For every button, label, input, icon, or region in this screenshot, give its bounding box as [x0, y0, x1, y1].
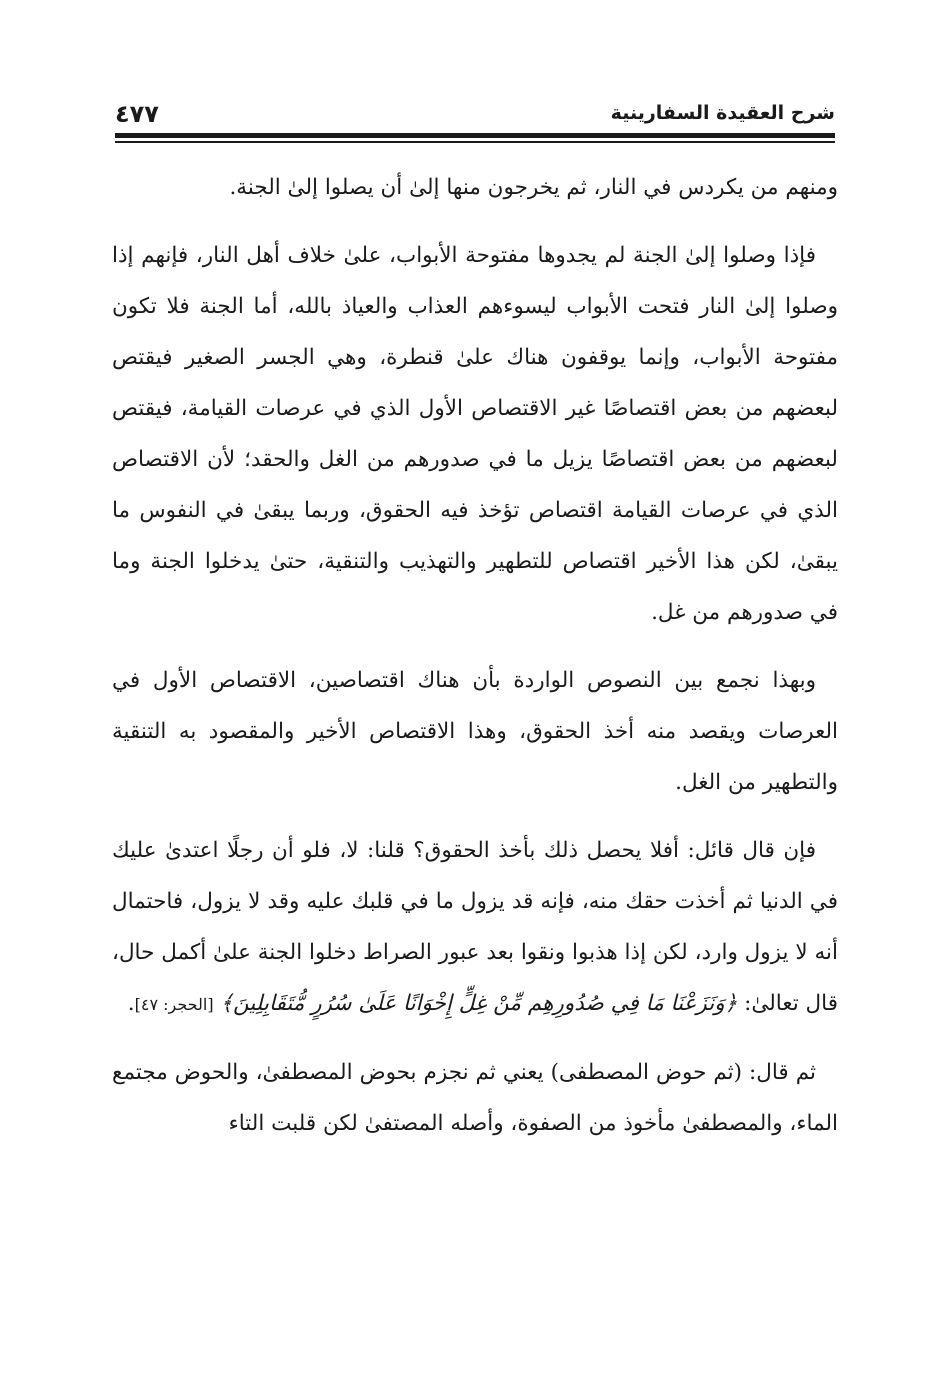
header-rule-thin — [115, 141, 835, 143]
verse-citation: [الحجر: ٤٧] — [134, 995, 214, 1014]
paragraph-1: ومنهم من يكردس في النار، ثم يخرجون منها إلىٰ أن يصلوا إلىٰ الجنة. — [229, 175, 838, 200]
book-title: شرح العقيدة السفارينية — [610, 102, 835, 124]
page-header — [115, 100, 835, 132]
header-rule-thick — [115, 133, 835, 138]
page-body — [112, 162, 838, 1166]
paragraph-5: ثم قال: (ثم حوض المصطفى) يعني ثم نجزم بحوض المصطفىٰ، والحوض مجتمع الماء، والمصطفىٰ مأخوذ من الصفوة، وأصله المصتفىٰ لكن قلبت التاء — [112, 1060, 838, 1136]
paragraph-3: وبهذا نجمع بين النصوص الواردة بأن هناك اقتصاصين، الاقتصاص الأول في العرصات ويقصد منه أخذ الحقوق، وهذا الاقتصاص الأخير والمقصود به التنقية والتطهير من الغل. — [112, 668, 838, 795]
quran-verse: ﴿وَنَزَعْنَا مَا فِي صُدُورِهِم مِّنْ غِلٍّ إِخْوَانًا عَلَىٰ سُرُرٍ مُّتَقَابِلِينَ﴾ — [220, 991, 738, 1016]
paragraph-2: فإذا وصلوا إلىٰ الجنة لم يجدوها مفتوحة الأبواب، علىٰ خلاف أهل النار، فإنهم إذا وصلوا إلىٰ النار فتحت الأبواب ليسوءهم العذاب والعياذ بالله، أما الجنة فلا تكون مفتوحة الأبواب، وإنما يوقفون هناك علىٰ قنطرة، وهي الجسر الصغير فيقتص لبعضهم من بعض اقتصاصًا غير الاقتصاص الأول الذي في عرصات القيامة، فيقتص لبعضهم من بعض اقتصاصًا يزيل ما في صدورهم من الغل والحقد؛ لأن الاقتصاص الذي في عرصات القيامة اقتصاص تؤخذ فيه الحقوق، وربما يبقىٰ في النفوس ما يبقىٰ، لكن هذا الأخير اقتصاص للتطهير والتهذيب والتنقية، حتىٰ يدخلوا الجنة وما في صدورهم من غل. — [112, 243, 838, 625]
paragraph-4-text: فإن قال قائل: أفلا يحصل ذلك بأخذ الحقوق؟ قلنا: لا، فلو أن رجلًا اعتدىٰ عليك في الدنيا ثم أخذت حقك منه، فإنه قد يزول ما في قلبك عليه وقد لا يزول، فاحتمال أنه لا يزول وارد، لكن إذا هذبوا ونقوا بعد عبور الصراط دخلوا الجنة علىٰ أكمل حال، قال تعالىٰ: — [112, 838, 838, 1016]
paragraph-4 — [112, 825, 838, 1030]
paragraph-4-end: . — [127, 991, 135, 1016]
page-number: ٤٧٧ — [115, 100, 159, 128]
